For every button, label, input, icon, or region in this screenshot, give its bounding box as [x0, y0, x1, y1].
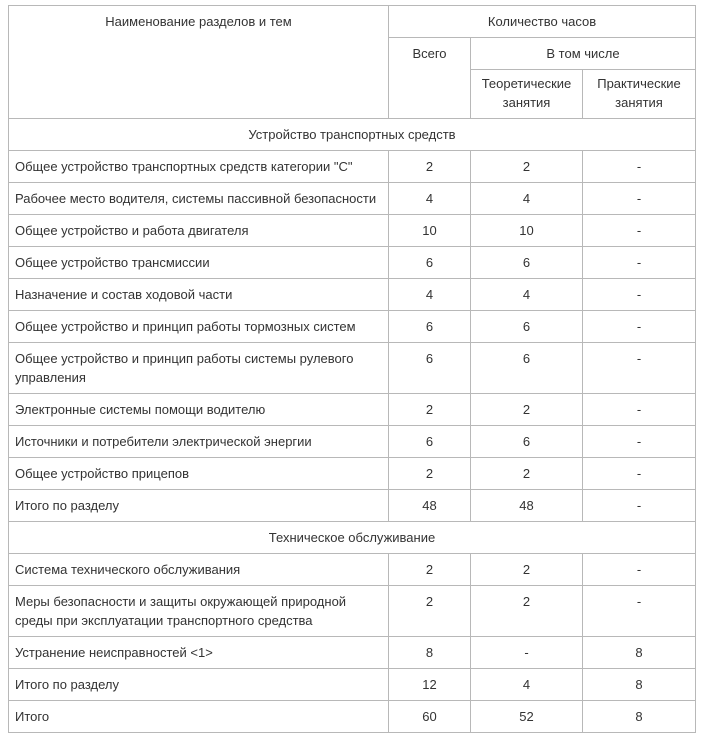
row-theory: 2: [471, 151, 583, 183]
row-total: 2: [389, 554, 471, 586]
row-name: Меры безопасности и защиты окружающей природной среды при эксплуатации транспортного средства: [9, 586, 389, 637]
row-total: 6: [389, 311, 471, 343]
row-theory: 48: [471, 490, 583, 522]
table-row: [9, 426, 696, 458]
row-theory: 6: [471, 247, 583, 279]
row-practice: -: [583, 458, 696, 490]
row-name: Общее устройство трансмиссии: [9, 247, 389, 279]
row-total: 48: [389, 490, 471, 522]
row-theory: 2: [471, 554, 583, 586]
row-practice: -: [583, 394, 696, 426]
row-practice: -: [583, 151, 696, 183]
header-including: В том числе: [471, 38, 696, 70]
table-row: [9, 183, 696, 215]
row-practice: -: [583, 343, 696, 394]
grand-total-row: [9, 701, 696, 733]
table-row: [9, 279, 696, 311]
section-title: Техническое обслуживание: [9, 522, 696, 554]
header-total: Всего: [389, 38, 471, 119]
row-name: Итого по разделу: [9, 669, 389, 701]
row-name: Общее устройство и принцип работы тормозных систем: [9, 311, 389, 343]
table-row: [9, 311, 696, 343]
row-theory: 52: [471, 701, 583, 733]
row-total: 6: [389, 426, 471, 458]
row-theory: 2: [471, 586, 583, 637]
row-total: 12: [389, 669, 471, 701]
row-theory: 4: [471, 183, 583, 215]
row-name: Общее устройство транспортных средств категории "С": [9, 151, 389, 183]
table-row: [9, 458, 696, 490]
row-name: Итого по разделу: [9, 490, 389, 522]
row-name: Общее устройство и принцип работы системы рулевого управления: [9, 343, 389, 394]
row-name: Итого: [9, 701, 389, 733]
row-total: 6: [389, 343, 471, 394]
header-practice: Практические занятия: [583, 70, 696, 119]
row-practice: -: [583, 554, 696, 586]
row-practice: -: [583, 247, 696, 279]
row-name: Общее устройство прицепов: [9, 458, 389, 490]
row-practice: -: [583, 490, 696, 522]
table-row: [9, 215, 696, 247]
table-row: [9, 394, 696, 426]
row-theory: 6: [471, 311, 583, 343]
row-practice: -: [583, 426, 696, 458]
section-title: Устройство транспортных средств: [9, 119, 696, 151]
row-total: 4: [389, 183, 471, 215]
table-row: [9, 586, 696, 637]
row-name: Система технического обслуживания: [9, 554, 389, 586]
row-practice: 8: [583, 701, 696, 733]
row-name: Назначение и состав ходовой части: [9, 279, 389, 311]
header-theory: Теоретические занятия: [471, 70, 583, 119]
table-row: [9, 554, 696, 586]
row-name: Общее устройство и работа двигателя: [9, 215, 389, 247]
table-row: [9, 637, 696, 669]
row-theory: 6: [471, 426, 583, 458]
row-total: 6: [389, 247, 471, 279]
row-practice: 8: [583, 669, 696, 701]
row-theory: 4: [471, 279, 583, 311]
row-practice: -: [583, 311, 696, 343]
header-name-column: Наименование разделов и тем: [9, 6, 389, 119]
row-practice: -: [583, 586, 696, 637]
row-theory: 2: [471, 458, 583, 490]
row-name: Источники и потребители электрической энергии: [9, 426, 389, 458]
row-theory: 10: [471, 215, 583, 247]
row-total: 2: [389, 458, 471, 490]
row-total: 60: [389, 701, 471, 733]
row-name: Электронные системы помощи водителю: [9, 394, 389, 426]
section-subtotal-row: [9, 669, 696, 701]
table-row: [9, 151, 696, 183]
row-theory: -: [471, 637, 583, 669]
row-practice: 8: [583, 637, 696, 669]
row-practice: -: [583, 183, 696, 215]
row-theory: 4: [471, 669, 583, 701]
row-theory: 2: [471, 394, 583, 426]
row-theory: 6: [471, 343, 583, 394]
section-subtotal-row: [9, 490, 696, 522]
row-name: Устранение неисправностей <1>: [9, 637, 389, 669]
row-total: 10: [389, 215, 471, 247]
table-row: [9, 247, 696, 279]
header-hours: Количество часов: [389, 6, 696, 38]
row-total: 2: [389, 394, 471, 426]
row-total: 2: [389, 586, 471, 637]
hours-table: [8, 5, 696, 733]
row-practice: -: [583, 279, 696, 311]
row-practice: -: [583, 215, 696, 247]
row-total: 4: [389, 279, 471, 311]
row-name: Рабочее место водителя, системы пассивной безопасности: [9, 183, 389, 215]
table-row: [9, 343, 696, 394]
row-total: 8: [389, 637, 471, 669]
row-total: 2: [389, 151, 471, 183]
